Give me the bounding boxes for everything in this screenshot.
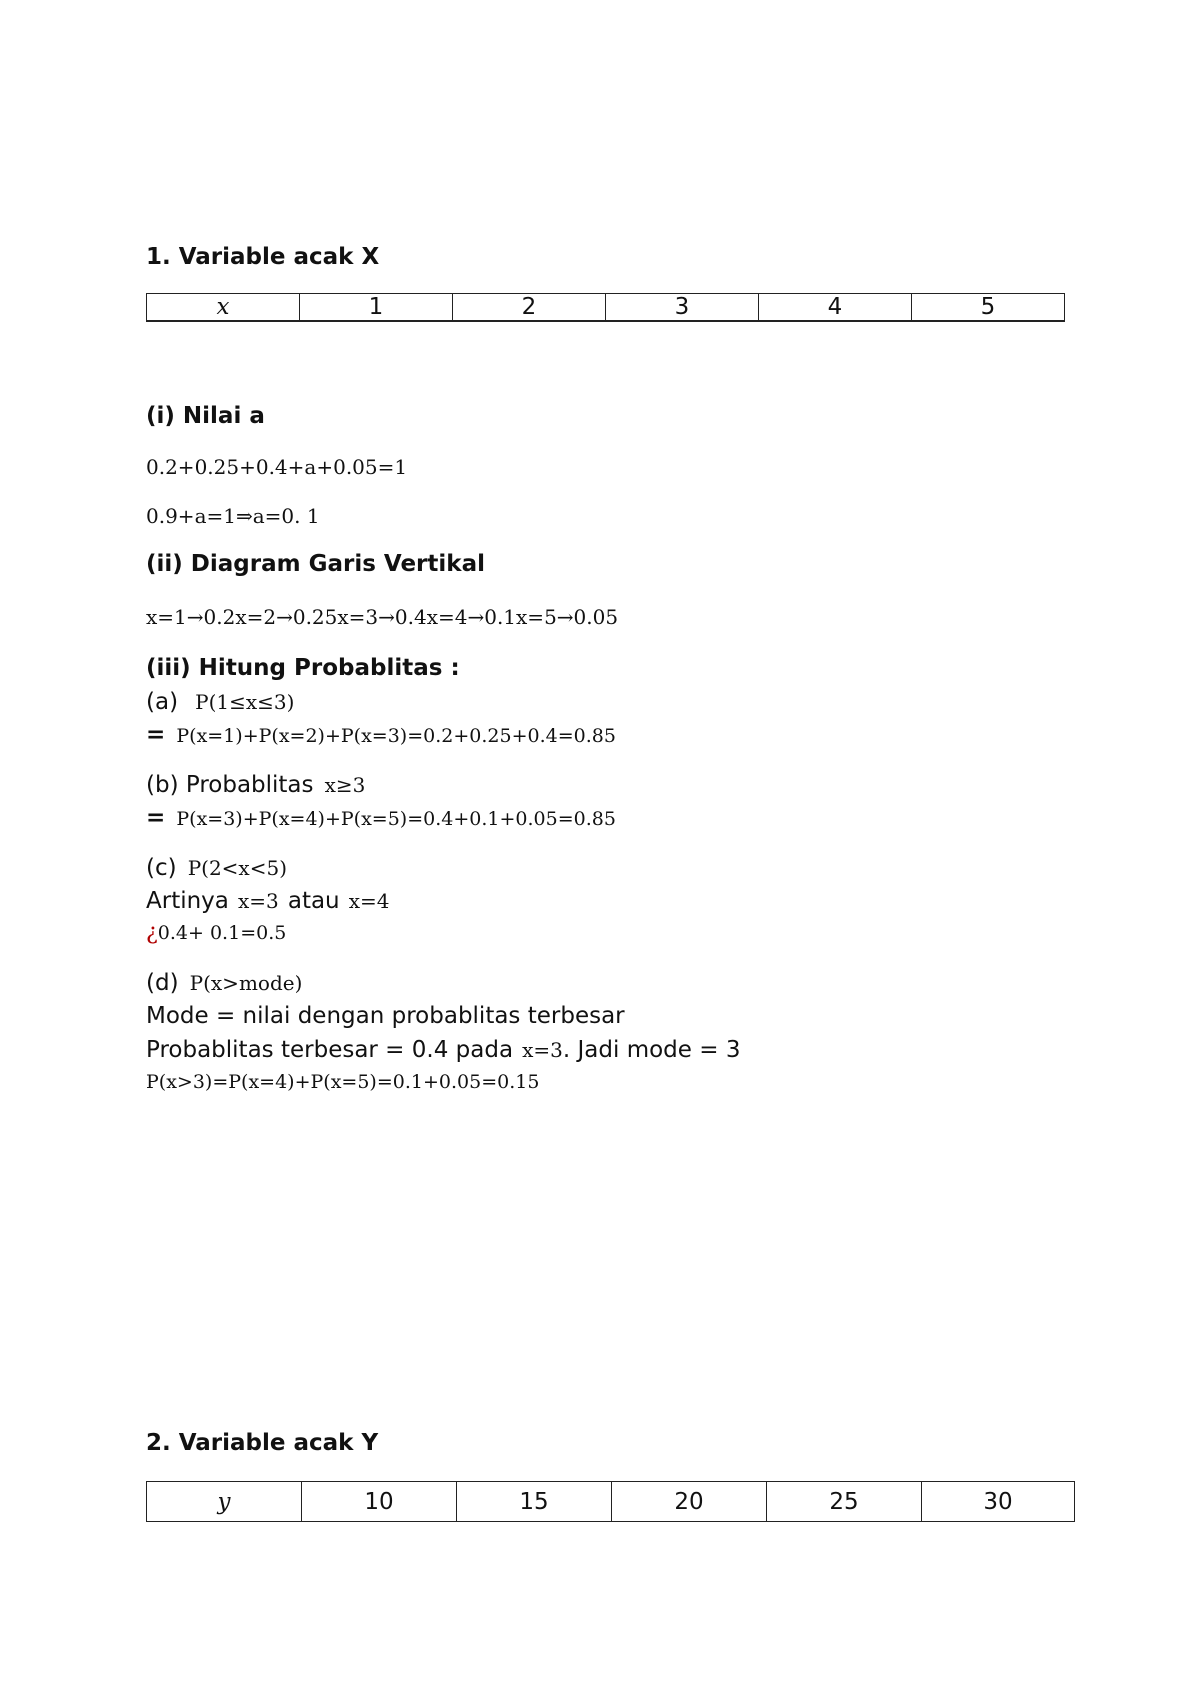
q1-table-header-cell: 4 — [759, 294, 912, 321]
part-c-symbol: ¿ — [146, 920, 158, 945]
part-c-expression: P(2<x<5) — [187, 856, 287, 880]
q1-table-header-cell: 5 — [912, 294, 1065, 321]
part-ii-heading: (ii) Diagram Garis Vertikal — [146, 551, 485, 577]
part-b-label: (b) Probablitas — [146, 772, 314, 798]
part-iii-heading: (iii) Hitung Probablitas : — [146, 655, 460, 681]
part-i-equation-1: 0.2+0.25+0.4+a+0.05=1 — [146, 455, 408, 479]
q2-table-header-cell: 10 — [302, 1482, 457, 1522]
q1-table-header-cell: 3 — [606, 294, 759, 321]
part-d-mode-text-b: . Jadi mode = 3 — [562, 1037, 741, 1063]
part-d-expression: P(x>mode) — [189, 971, 303, 995]
q1-table — [146, 293, 1065, 322]
q2-table-header-row — [147, 1482, 1075, 1522]
q1-table-header-cell: 2 — [453, 294, 606, 321]
part-d-result: P(x>3)=P(x=4)+P(x=5)=0.1+0.05=0.15 — [146, 1071, 540, 1093]
part-a-line — [146, 689, 294, 715]
part-b-expression: x≥3 — [324, 773, 366, 797]
part-c-label: (c) — [146, 855, 177, 881]
q2-table — [146, 1481, 1075, 1522]
part-b-result: P(x=3)+P(x=4)+P(x=5)=0.4+0.1+0.05=0.85 — [176, 808, 616, 830]
part-d-mode-definition: Mode = nilai dengan probablitas terbesar — [146, 1003, 625, 1029]
part-d-mode-line — [146, 1037, 740, 1063]
part-a-label: (a) — [146, 689, 179, 715]
part-a-expression: P(1≤x≤3) — [195, 690, 295, 714]
q1-table-value-cell — [912, 321, 1065, 322]
q1-heading: 1. Variable acak X — [146, 244, 380, 270]
part-d-mode-text-a: Probablitas terbesar = 0.4 pada — [146, 1037, 514, 1063]
part-d-line — [146, 970, 302, 996]
q2-table-header-cell: 25 — [767, 1482, 922, 1522]
part-c-expression-2: x=3 — [237, 889, 279, 913]
part-a-equals: = — [146, 722, 166, 748]
part-ii-equation: x=1→0.2x=2→0.25x=3→0.4x=4→0.1x=5→0.05 — [146, 605, 619, 629]
part-a-result: P(x=1)+P(x=2)+P(x=3)=0.2+0.25+0.4=0.85 — [176, 725, 616, 747]
q2-table-header-cell: 20 — [612, 1482, 767, 1522]
q1-table-header-var: x — [147, 294, 300, 321]
part-c-text-atau: atau — [287, 888, 340, 914]
part-i-equation-2: 0.9+a=1⇒a=0. 1 — [146, 504, 320, 528]
q1-table-value-cell — [453, 321, 606, 322]
part-a-result-line — [146, 722, 616, 748]
q1-table-value-row — [147, 321, 1065, 322]
part-c-text-artinya: Artinya — [146, 888, 229, 914]
q1-table-value-cell — [300, 321, 453, 322]
part-b-line — [146, 772, 365, 798]
part-c-result-line — [146, 920, 286, 945]
q2-heading: 2. Variable acak Y — [146, 1430, 379, 1456]
part-d-mode-expression: x=3 — [522, 1038, 563, 1062]
part-b-result-line — [146, 805, 616, 831]
part-i-heading: (i) Nilai a — [146, 403, 265, 429]
q1-table-value-cell — [606, 321, 759, 322]
q1-table-value-cell — [147, 321, 300, 322]
document-page — [146, 0, 1086, 1696]
part-c-expression-3: x=4 — [348, 889, 390, 913]
q1-table-header-row — [147, 294, 1065, 321]
part-c-result: 0.4+ 0.1=0.5 — [157, 922, 287, 944]
q2-table-header-cell: 30 — [922, 1482, 1075, 1522]
q1-table-value-cell — [759, 321, 912, 322]
part-d-label: (d) — [146, 970, 179, 996]
part-c-meaning-line — [146, 888, 390, 914]
q2-table-header-cell: 15 — [457, 1482, 612, 1522]
part-b-equals: = — [146, 805, 166, 831]
q2-table-header-var: y — [147, 1482, 302, 1522]
part-c-line — [146, 855, 287, 881]
q1-table-header-cell: 1 — [300, 294, 453, 321]
